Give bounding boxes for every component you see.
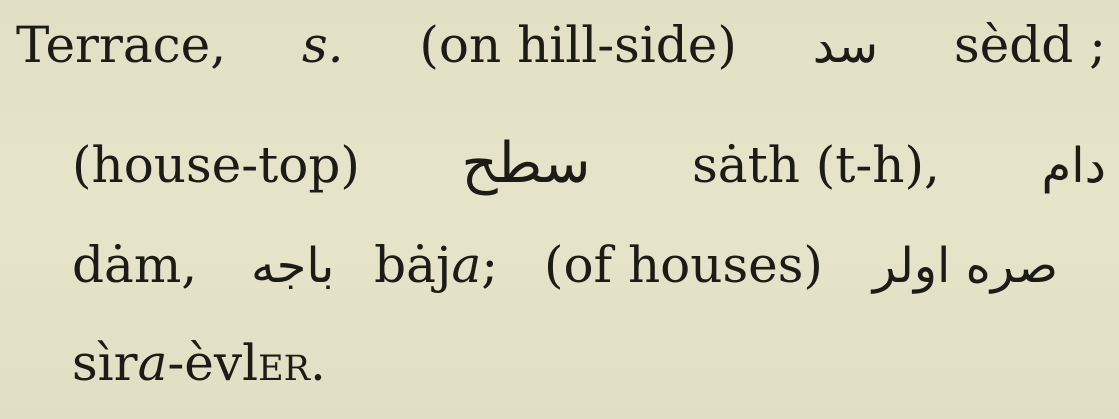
arabic-baja: باجه (250, 238, 335, 294)
gloss-hillside: (on hill-side) (419, 16, 737, 74)
translit-sedd: sèdd ; (953, 16, 1106, 74)
arabic-sath: سطح (461, 131, 591, 196)
translit-sira-evler: sìra-èvler. (72, 334, 326, 392)
arabic-dam: دام (1041, 138, 1106, 194)
translit-dam: dȧm, (72, 236, 198, 294)
arabic-sedd: سد (812, 18, 879, 74)
entry-line-3 (72, 236, 1058, 294)
part-of-speech: s. (301, 16, 344, 74)
translit-baja: bȧja; (374, 236, 499, 294)
arabic-sira-evler: صره اولر (872, 238, 1058, 294)
entry-line-1 (16, 16, 1106, 74)
entry-line-2 (72, 131, 1106, 196)
headword: Terrace, (16, 16, 227, 74)
translit-sath: sȧth (t-h), (692, 136, 940, 194)
entry-line-4 (72, 334, 326, 392)
gloss-housetop: (house-top) (72, 136, 360, 194)
gloss-houses: (of houses) (543, 236, 823, 294)
